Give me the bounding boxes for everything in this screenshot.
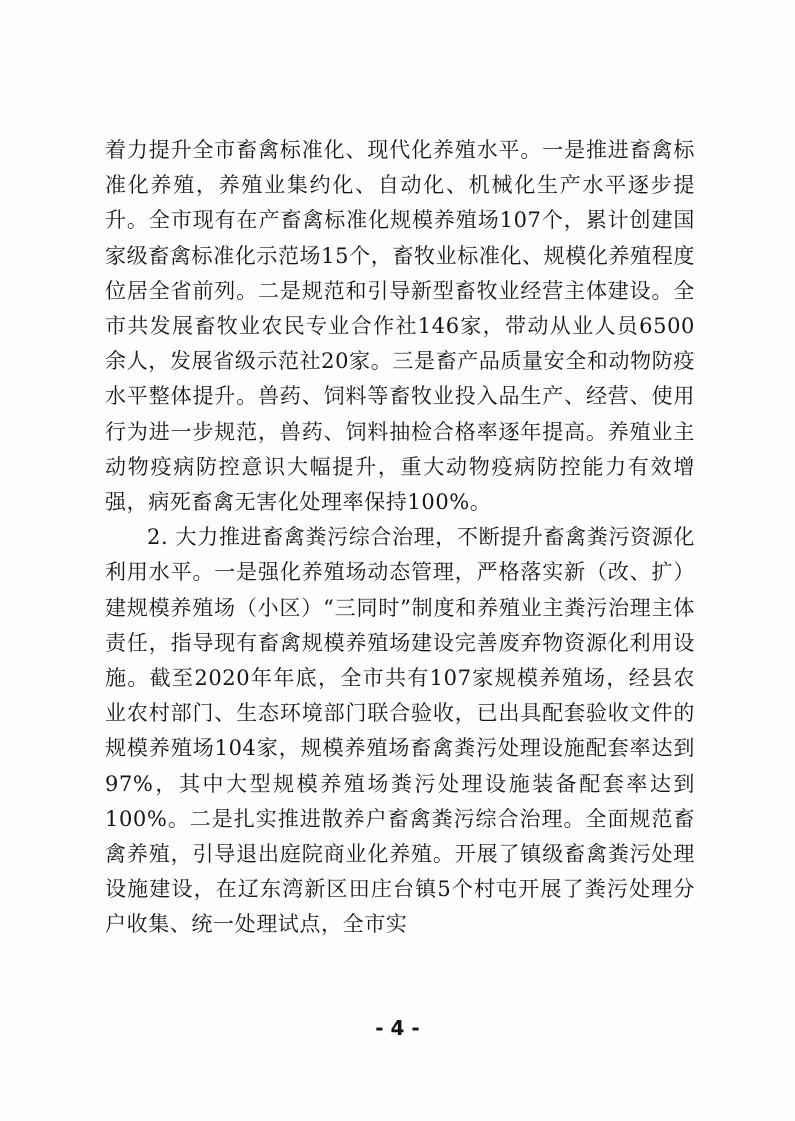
paragraph-2: 2. 大力推进畜禽粪污综合治理，不断提升畜禽粪污资源化利用水平。一是强化养殖场动态管理，严格落实新（改、扩）建规模养殖场（小区）“三同时”制度和养殖业主粪污治理主体责任，指导现有畜禽规模养殖场建设完善废弃物资源化利用设施。截至2020年年底，全市共有107家规模养殖场，经县农业农村部门、生态环境部门联合验收，已出具配套验收文件的规模养殖场104家，规模养殖场畜禽粪污处理设施配套率达到97%，其中大型规模养殖场粪污处理设施装备配套率达到100%。二是扎实推进散养户畜禽粪污综合治理。全面规范畜禽养殖，引导退出庭院商业化养殖。开展了镇级畜禽粪污处理设施建设，在辽东湾新区田庄台镇5个村屯开展了粪污处理分户收集、统一处理试点，全市实 bbox=[105, 525, 695, 937]
body-text bbox=[105, 133, 695, 943]
page-number: - 4 - bbox=[375, 1016, 420, 1040]
paragraph-1: 着力提升全市畜禽标准化、现代化养殖水平。一是推进畜禽标准化养殖，养殖业集约化、自动化、机械化生产水平逐步提升。全市现有在产畜禽标准化规模养殖场107个，累计创建国家级畜禽标准化示范场15个，畜牧业标准化、规模化养殖程度位居全省前列。二是规范和引导新型畜牧业经营主体建设。全市共发展畜牧业农民专业合作社146家，带动从业人员6500余人，发展省级示范社20家。三是畜产品质量安全和动物防疫水平整体提升。兽药、饲料等畜牧业投入品生产、经营、使用行为进一步规范，兽药、饲料抽检合格率逐年提高。养殖业主动物疫病防控意识大幅提升，重大动物疫病防控能力有效增强，病死畜禽无害化处理率保持100%。 bbox=[105, 138, 695, 515]
